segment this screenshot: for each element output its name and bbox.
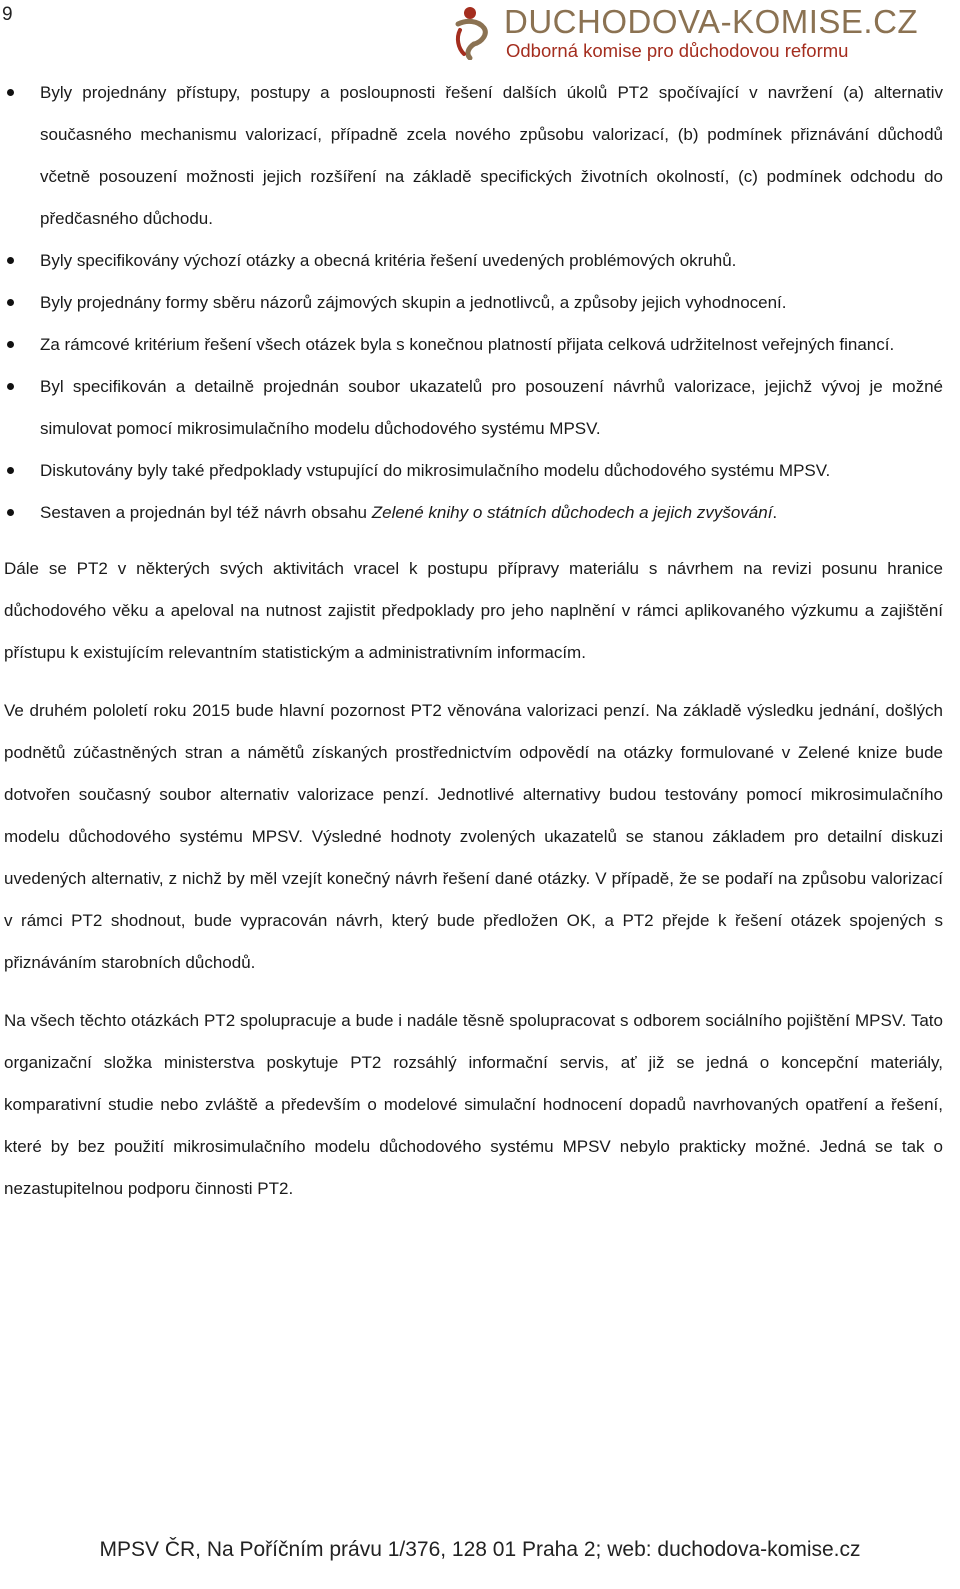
logo-figure-icon [444, 2, 502, 60]
list-item: Byly projednány formy sběru názorů zájmových skupin a jednotlivců, a způsoby jejich vyhodnocení. [4, 282, 943, 324]
list-item: Za rámcové kritérium řešení všech otázek byla s konečnou platností přijata celková udržitelnost veřejných financí. [4, 324, 943, 366]
list-item: Byl specifikován a detailně projednán soubor ukazatelů pro posouzení návrhů valorizace, jejichž vývoj je možné simulovat pomocí mikrosimulačního modelu důchodového systému MPSV. [4, 366, 943, 450]
paragraph: Dále se PT2 v některých svých aktivitách vracel k postupu přípravy materiálu s návrhem na revizi posunu hranice důchodového věku a apeloval na nutnost zajistit předpoklady pro jeho naplnění v rámci aplikovaného výzkumu a zajištění přístupu k existujícím relevantním statistickým a administrativním informacím. [4, 559, 943, 662]
paragraph: Na všech těchto otázkách PT2 spolupracuje a bude i nadále těsně spolupracovat s odborem sociálního pojištění MPSV. Tato organizační složka ministerstva poskytuje PT2 rozsáhlý informační servis, ať již se jedná o koncepční materiály, komparativní studie nebo zvláště a především o modelové simulační hodnocení dopadů navrhovaných opatření a řešení, které by bez použití mikrosimulačního modelu důchodového systému MPSV nebylo prakticky možné. Jedná se tak o nezastupitelnou podporu činnosti PT2. [4, 1011, 943, 1198]
list-item: Byly projednány přístupy, postupy a posloupnosti řešení dalších úkolů PT2 spočívající v navržení (a) alternativ současného mechanismu valorizací, případně zcela nového způsobu valorizací, (b) podmínek přiznávání důchodů včetně posouzení možnosti jejich rozšíření na základě specifických životních okolností, (c) podmínek odchodu do předčasného důchodu. [4, 72, 943, 240]
bullet-list [4, 72, 943, 534]
book-title: Zelené knihy o státních důchodech a jejich zvyšování [371, 503, 773, 522]
list-item-end: . [772, 503, 778, 522]
logo-tagline: Odborná komise pro důchodovou reformu [506, 40, 849, 61]
list-item-text: Sestaven a projednán byl též návrh obsahu [40, 503, 372, 522]
page-number: 9 [2, 4, 13, 25]
document-body [4, 72, 943, 1226]
list-item [4, 492, 943, 534]
logo-name: DUCHODOVA-KOMISE.CZ [504, 3, 919, 40]
site-logo [444, 2, 954, 60]
list-item: Diskutovány byly také předpoklady vstupující do mikrosimulačního modelu důchodového systému MPSV. [4, 450, 943, 492]
list-item: Byly specifikovány výchozí otázky a obecná kritéria řešení uvedených problémových okruhů. [4, 240, 943, 282]
paragraph: Ve druhém pololetí roku 2015 bude hlavní pozornost PT2 věnována valorizaci penzí. Na základě výsledku jednání, došlých podnětů zúčastněných stran a námětů získaných prostřednictvím odpovědí na otázky formulované v Zelené knize bude dotvořen současný soubor alternativ valorizace penzí. Jednotlivé alternativy budou testovány pomocí mikrosimulačního modelu důchodového systému MPSV. Výsledné hodnoty zvolených ukazatelů se stanou základem pro detailní diskuzi uvedených alternativ, z nichž by měl vzejít konečný návrh řešení dané otázky. V případě, že se podaří na způsobu valorizací v rámci PT2 shodnout, bude vypracován návrh, který bude předložen OK, a PT2 přejde k řešení otázek spojených s přiznáváním starobních důchodů. [4, 701, 943, 972]
page-footer: MPSV ČR, Na Poříčním právu 1/376, 128 01 Praha 2; web: duchodova-komise.cz [99, 1538, 861, 1561]
